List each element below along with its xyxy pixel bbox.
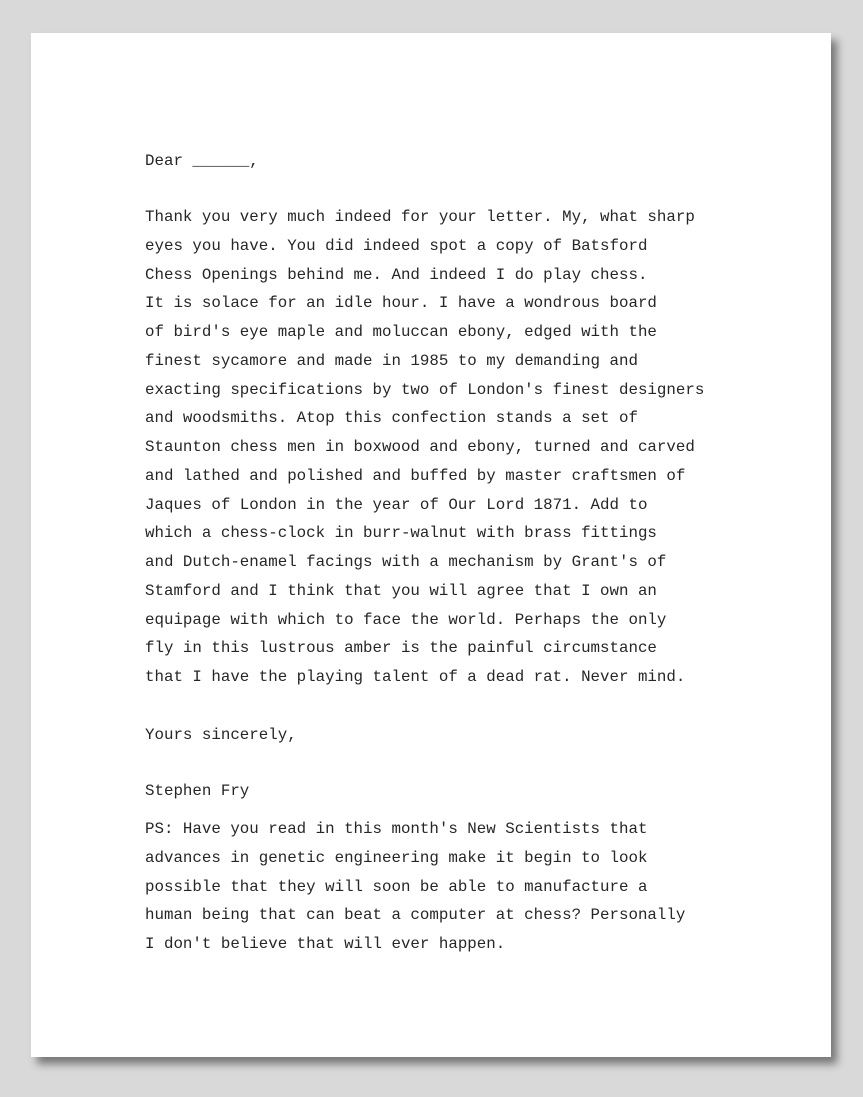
body-line: exacting specifications by two of London's finest designers xyxy=(145,380,705,399)
postscript-line: I don't believe that will ever happen. xyxy=(145,935,506,953)
letter-body xyxy=(145,203,704,692)
body-line: Stamford and I think that you will agree that I own an xyxy=(145,581,657,600)
body-line: It is solace for an idle hour. I have a wondrous board xyxy=(145,294,657,313)
body-line: fly in this lustrous amber is the painful circumstance xyxy=(145,639,657,658)
body-line: and Dutch-enamel facings with a mechanism by Grant's of xyxy=(145,553,667,571)
closing: Yours sincerely, xyxy=(145,726,297,744)
body-line: Thank you very much indeed for your letter. My, what sharp xyxy=(145,208,695,226)
body-line: equipage with which to face the world. Perhaps the only xyxy=(145,610,667,629)
body-line: finest sycamore and made in 1985 to my demanding and xyxy=(145,351,638,370)
signature: Stephen Fry xyxy=(145,782,250,800)
body-line: eyes you have. You did indeed spot a copy of Batsford xyxy=(145,236,648,255)
postscript-line: possible that they will soon be able to manufacture a xyxy=(145,877,648,896)
body-line: Jaques of London in the year of Our Lord 1871. Add to xyxy=(145,495,648,514)
body-line: Chess Openings behind me. And indeed I do play chess. xyxy=(145,265,648,284)
body-line: Staunton chess men in boxwood and ebony, turned and carved xyxy=(145,438,695,456)
postscript xyxy=(145,815,685,959)
postscript-line: advances in genetic engineering make it begin to look xyxy=(145,848,648,867)
body-line: that I have the playing talent of a dead rat. Never mind. xyxy=(145,668,686,686)
salutation: Dear ______, xyxy=(145,152,259,170)
postscript-line: PS: Have you read in this month's New Scientists that xyxy=(145,820,648,838)
postscript-line: human being that can beat a computer at chess? Personally xyxy=(145,906,686,925)
body-line: of bird's eye maple and moluccan ebony, edged with the xyxy=(145,323,657,341)
body-line: and woodsmiths. Atop this confection stands a set of xyxy=(145,409,638,428)
body-line: which a chess-clock in burr-walnut with brass fittings xyxy=(145,524,657,543)
body-line: and lathed and polished and buffed by master craftsmen of xyxy=(145,466,686,485)
